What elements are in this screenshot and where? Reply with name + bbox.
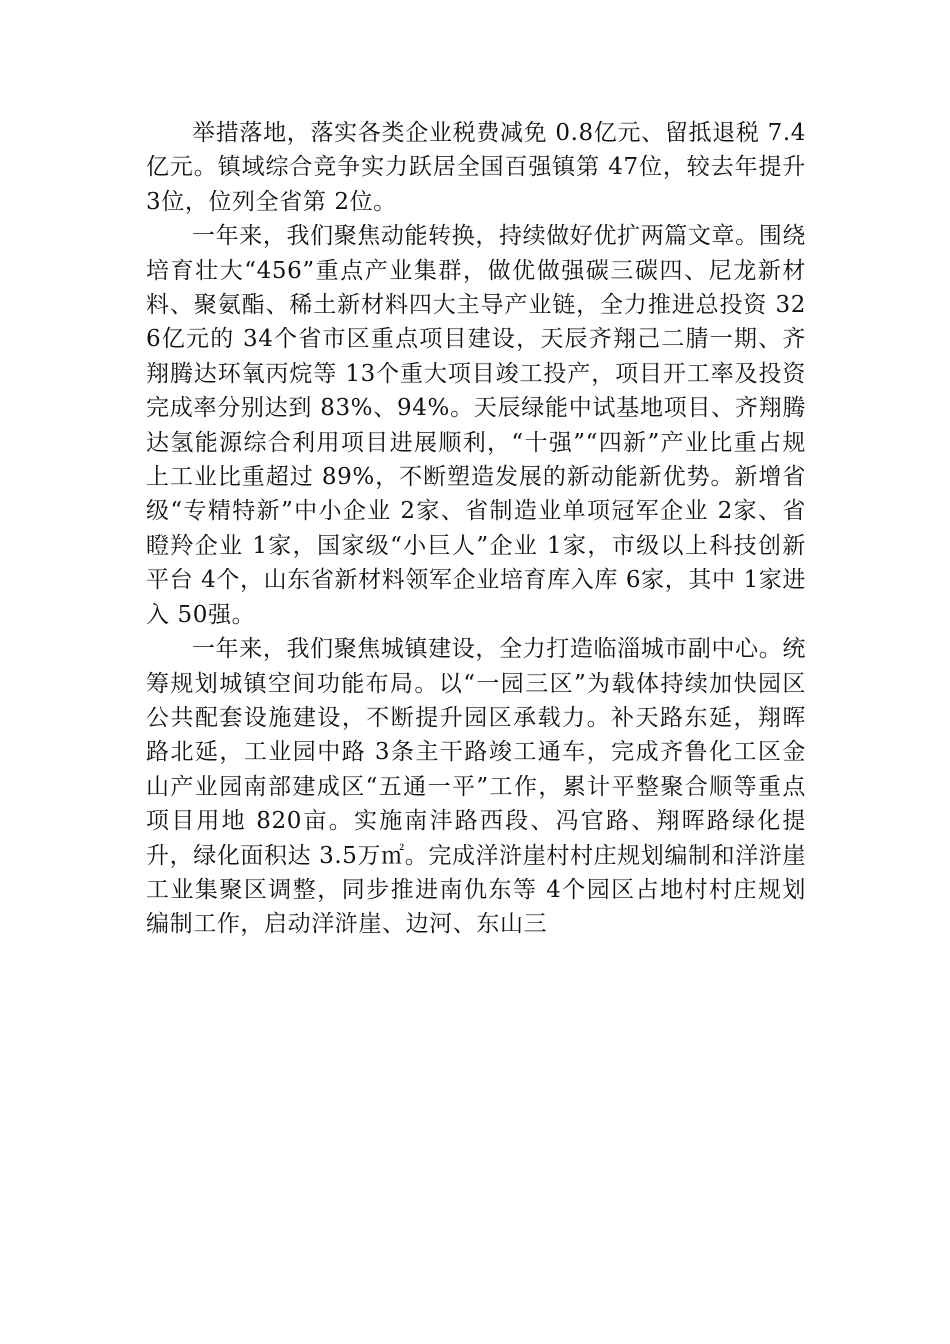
paragraph-1: 举措落地，落实各类企业税费减免 0.8亿元、留抵退税 7.4亿元。镇域综合竞争实力跃居全国百强镇第 47位，较去年提升 3位，位列全省第 2位。	[146, 120, 806, 215]
document-body	[146, 116, 806, 942]
paragraph-2: 一年来，我们聚焦动能转换，持续做好优扩两篇文章。围绕培育壮大“456”重点产业集群，做优做强碳三碳四、尼龙新材料、聚氨酯、稀土新材料四大主导产业链，全力推进总投资 326亿元的 34个省市区重点项目建设，天辰齐翔己二腈一期、齐翔腾达环氧丙烷等 13个重大项目竣工投产，项目开工率及投资完成率分别达到 83%、94%。天辰绿能中试基地项目、齐翔腾达氢能源综合利用项目进展顺利，“十强”“四新”产业比重占规上工业比重超过 89%，不断塑造发展的新动能新优势。新增省级“专精特新”中小企业 2家、省制造业单项冠军企业 2家、省瞪羚企业 1家，国家级“小巨人”企业 1家，市级以上科技创新平台 4个，山东省新材料领军企业培育库入库 6家，其中 1家进入 50强。	[146, 223, 806, 628]
paragraph-3: 一年来，我们聚焦城镇建设，全力打造临淄城市副中心。统筹规划城镇空间功能布局。以“一园三区”为载体持续加快园区公共配套设施建设，不断提升园区承载力。补天路东延，翔晖路北延，工业园中路 3条主干路竣工通车，完成齐鲁化工区金山产业园南部建成区“五通一平”工作，累计平整聚合顺等重点项目用地 820亩。实施南沣路西段、冯官路、翔晖路绿化提升，绿化面积达 3.5万㎡。完成洋浒崖村村庄规划编制和洋浒崖工业集聚区调整，同步推进南仇东等 4个园区占地村村庄规划编制工作，启动洋浒崖、边河、东山三	[146, 636, 806, 938]
